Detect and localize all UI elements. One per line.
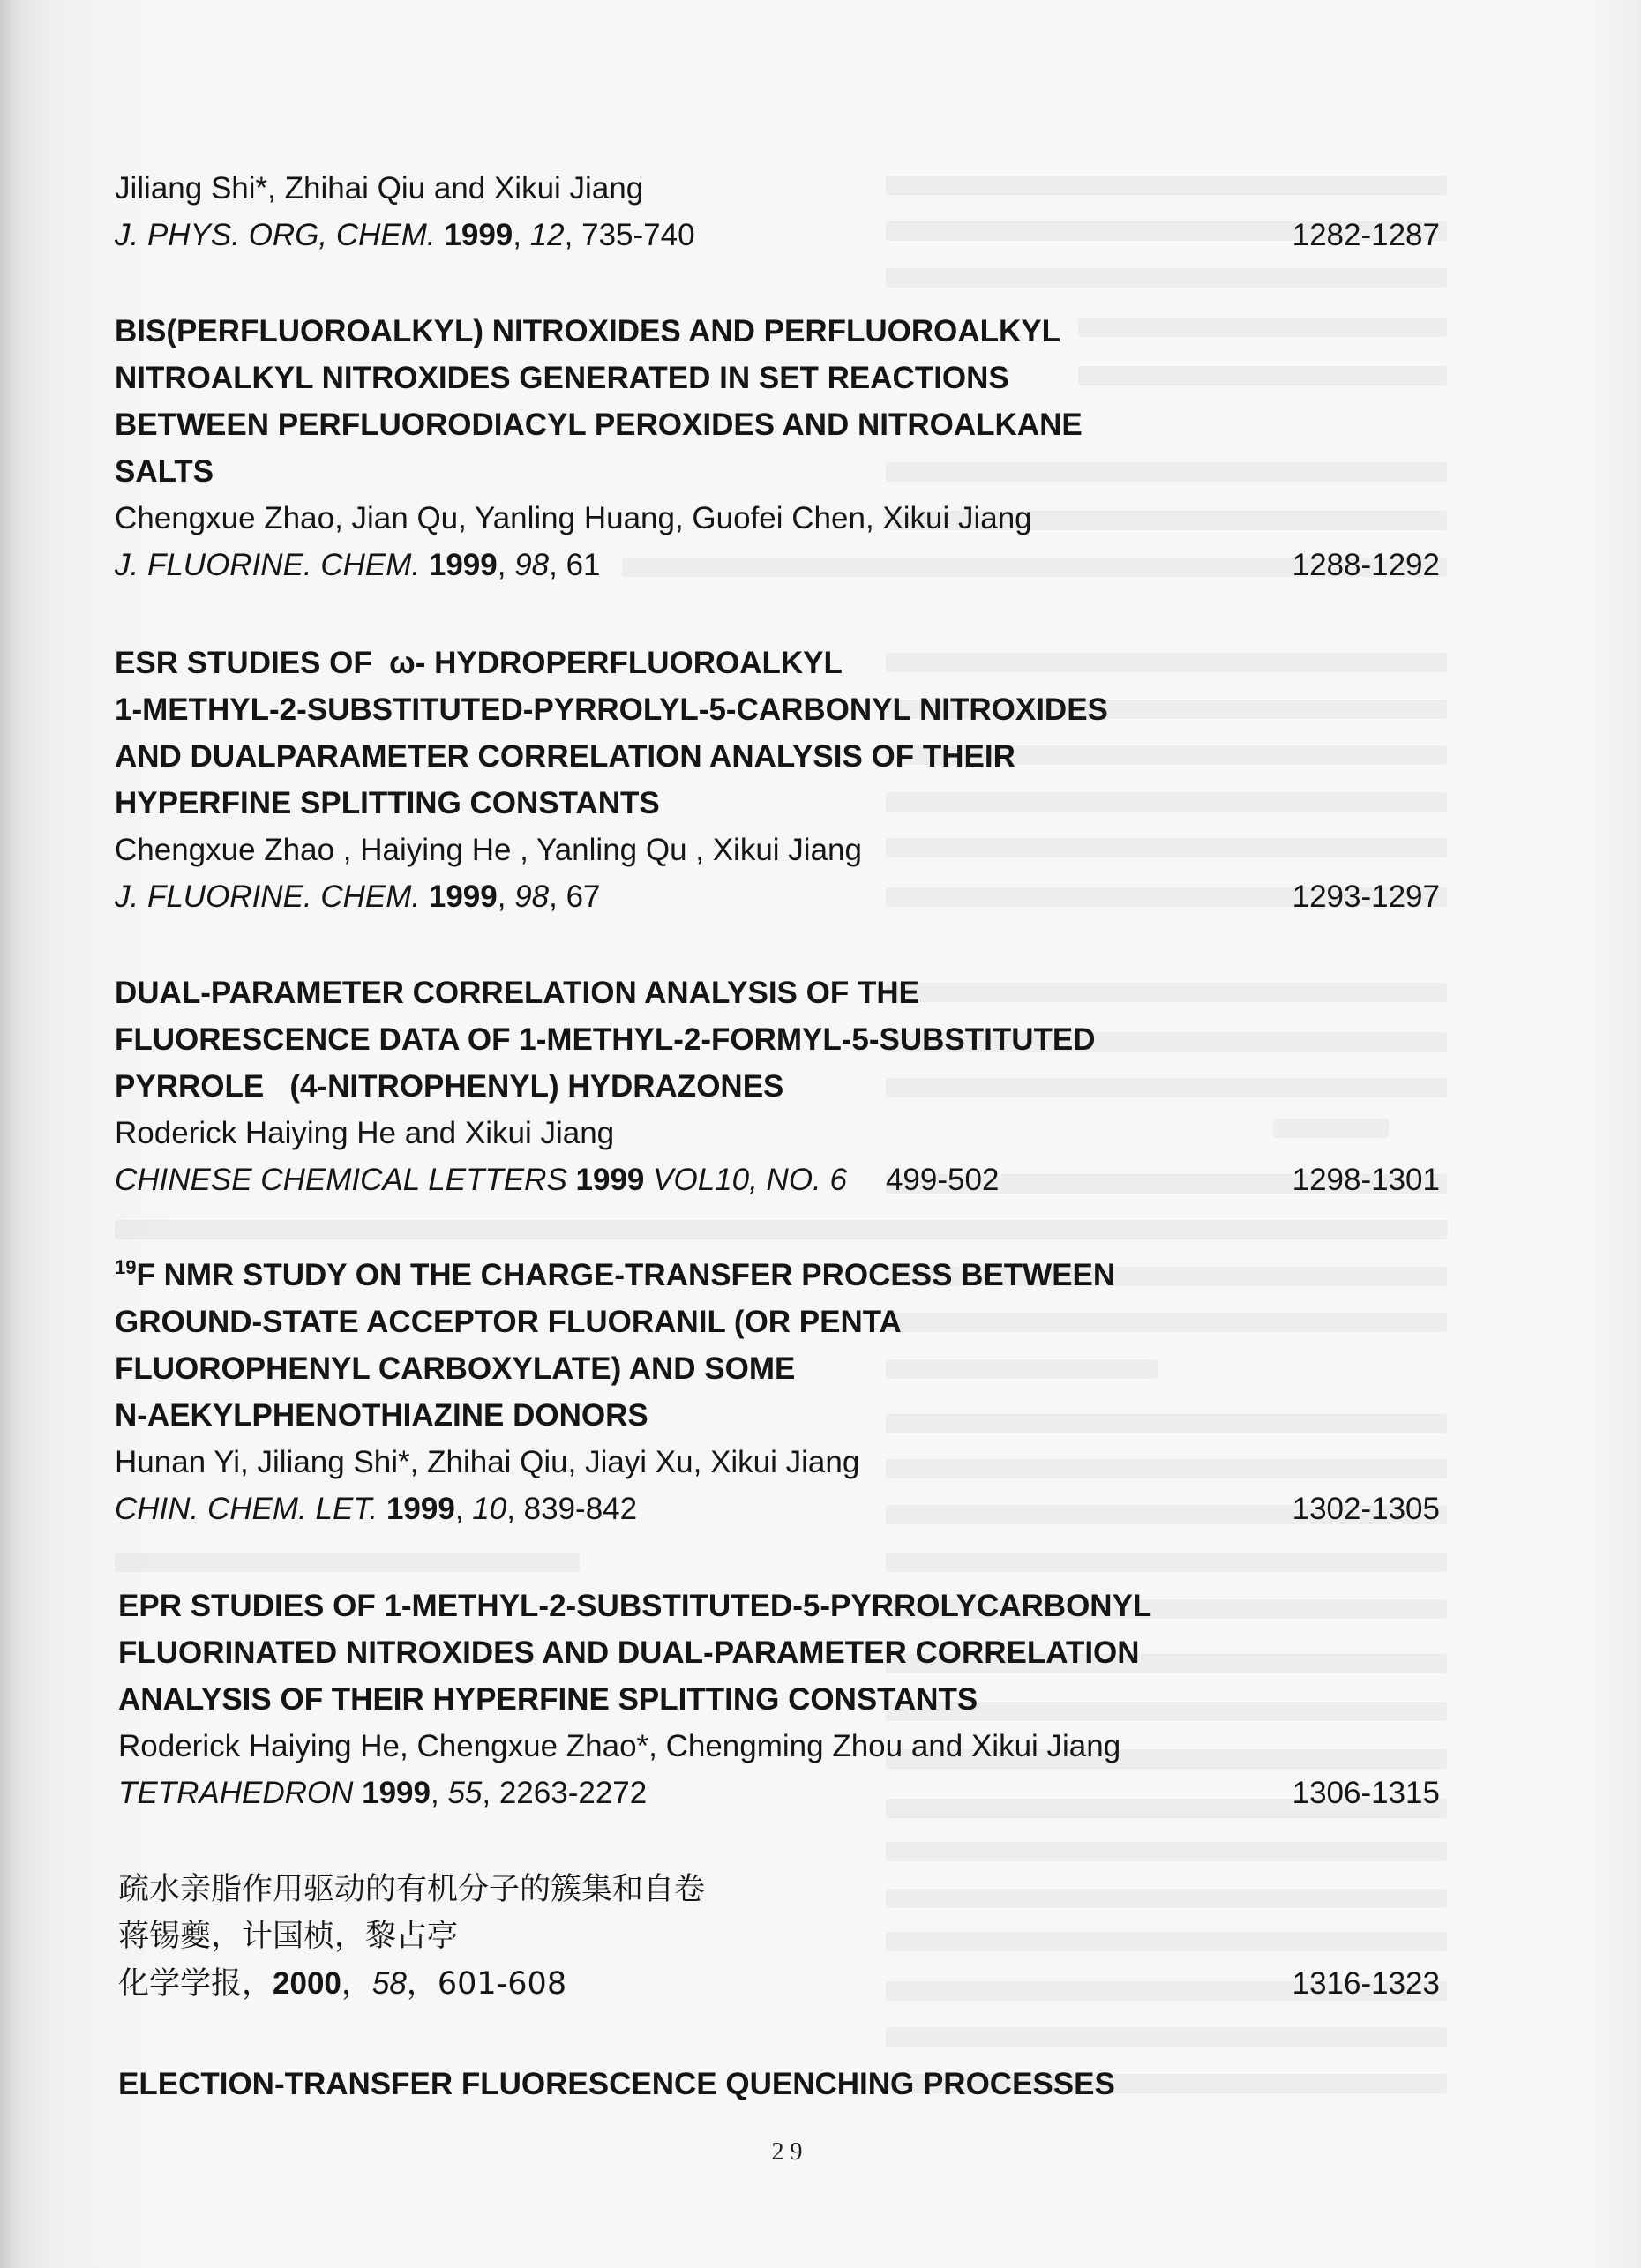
isotope-superscript: 19 <box>115 1256 137 1278</box>
title-line: NITROALKYL NITROXIDES GENERATED IN SET REACTIONS <box>115 361 1009 395</box>
bleed-through-mark <box>886 2027 1447 2047</box>
page-number: 2 9 <box>771 2138 803 2166</box>
page-range: , 67 <box>549 880 601 914</box>
collection-pages: 1306-1315 <box>1292 1776 1440 1810</box>
journal-name: J. FLUORINE. CHEM. <box>115 548 429 582</box>
title-line: BETWEEN PERFLUORODIACYL PEROXIDES AND NITROALKANE <box>115 408 1083 442</box>
reference-entry-1 <box>115 165 1440 258</box>
separator: , <box>431 1776 448 1810</box>
authors: Jiliang Shi*, Zhihai Qiu and Xikui Jiang <box>115 171 644 206</box>
title-line: DUAL-PARAMETER CORRELATION ANALYSIS OF THE <box>115 976 919 1010</box>
journal-name: J. PHYS. ORG, CHEM. <box>115 218 445 252</box>
journal-name: 化学学报， <box>118 1966 274 2002</box>
reference-entry-4 <box>115 969 1440 1203</box>
bleed-through-mark <box>886 1553 1447 1572</box>
title-line: PYRROLE (4-NITROPHENYL) HYDRAZONES <box>115 1069 784 1104</box>
title-line: N-AEKYLPHENOTHIAZINE DONORS <box>115 1398 648 1433</box>
separator: , <box>497 880 515 914</box>
reference-entry-7 <box>118 1867 1440 2007</box>
year: 1999 <box>362 1776 431 1810</box>
title-line: FLUORESCENCE DATA OF 1-METHYL-2-FORMYL-5-SUBSTITUTED <box>115 1022 1096 1057</box>
page-range: , 2263-2272 <box>482 1776 648 1810</box>
year: 1999 <box>428 548 498 582</box>
volume: 55 <box>447 1776 483 1810</box>
title-line: ESR STUDIES OF ω- HYDROPERFLUOROALKYL <box>115 646 843 680</box>
title-line: EPR STUDIES OF 1-METHYL-2-SUBSTITUTED-5-PYRROLYCARBONYL <box>118 1589 1152 1623</box>
separator: , <box>497 548 515 582</box>
journal-name: TETRAHEDRON <box>118 1776 363 1810</box>
volume: 98 <box>514 548 550 582</box>
year: 2000 <box>273 1966 341 2001</box>
authors: Chengxue Zhao , Haiying He , Yanling Qu , Xikui Jiang <box>115 833 862 867</box>
separator: ， <box>341 1966 372 2002</box>
bleed-through-mark <box>886 1842 1447 1861</box>
reference-entry-8 <box>118 2061 1440 2107</box>
authors: Roderick Haiying He and Xikui Jiang <box>115 1116 615 1150</box>
citation <box>118 1770 1440 1816</box>
collection-pages: 1302-1305 <box>1292 1492 1440 1526</box>
title-line <box>115 1252 1440 1299</box>
title-line: AND DUALPARAMETER CORRELATION ANALYSIS OF THEIR <box>115 739 1015 774</box>
year: 1999 <box>575 1163 645 1197</box>
separator <box>644 1163 653 1197</box>
title-line: 1-METHYL-2-SUBSTITUTED-PYRROLYL-5-CARBONYL NITROXIDES <box>115 692 1108 727</box>
citation <box>115 873 1440 920</box>
page-range: ，601-608 <box>406 1966 567 2002</box>
title-line: HYPERFINE SPLITTING CONSTANTS <box>115 786 660 820</box>
citation <box>115 542 1440 588</box>
volume: 10 <box>472 1492 507 1526</box>
separator: , <box>513 218 530 252</box>
title-line: FLUOROPHENYL CARBOXYLATE) AND SOME <box>115 1351 796 1386</box>
collection-pages: 1293-1297 <box>1292 880 1440 914</box>
title-line: BIS(PERFLUOROALKYL) NITROXIDES AND PERFLUOROALKYL <box>115 314 1061 348</box>
title-line: GROUND-STATE ACCEPTOR FLUORANIL (OR PENTA <box>115 1305 902 1339</box>
title-line: SALTS <box>115 454 214 489</box>
title-line: ANALYSIS OF THEIR HYPERFINE SPLITTING CONSTANTS <box>118 1682 978 1717</box>
reference-entry-2 <box>115 308 1440 588</box>
authors: Roderick Haiying He, Chengxue Zhao*, Chengming Zhou and Xikui Jiang <box>118 1729 1121 1763</box>
volume: 58 <box>371 1966 407 2001</box>
collection-pages: 1316-1323 <box>1292 1966 1440 2001</box>
citation <box>115 212 1440 258</box>
collection-pages: 1288-1292 <box>1292 548 1440 582</box>
journal-name: CHINESE CHEMICAL LETTERS <box>115 1163 576 1197</box>
reference-entry-3 <box>115 640 1440 920</box>
year: 1999 <box>428 880 498 914</box>
title-line: FLUORINATED NITROXIDES AND DUAL-PARAMETER CORRELATION <box>118 1636 1140 1670</box>
title-line: 疏水亲脂作用驱动的有机分子的簇集和自卷 <box>118 1872 706 1907</box>
page-range: , 61 <box>549 548 601 582</box>
bleed-through-mark <box>886 268 1447 288</box>
authors: Hunan Yi, Jiliang Shi*, Zhihai Qiu, Jiayi Xu, Xikui Jiang <box>115 1445 860 1479</box>
volume: 98 <box>514 880 550 914</box>
journal-name: CHIN. CHEM. LET. <box>115 1492 386 1526</box>
reference-entry-5 <box>115 1252 1440 1532</box>
volume-issue: VOL10, NO. 6 <box>653 1163 847 1197</box>
citation <box>115 1486 1440 1532</box>
year: 1999 <box>444 218 513 252</box>
reference-entry-6 <box>118 1583 1440 1816</box>
volume: 12 <box>529 218 565 252</box>
authors: Chengxue Zhao, Jian Qu, Yanling Huang, Guofei Chen, Xikui Jiang <box>115 501 1032 535</box>
page-range: , 839-842 <box>506 1492 638 1526</box>
citation <box>118 1960 1440 2007</box>
page-range: 499-502 <box>885 1163 1000 1197</box>
year: 1999 <box>386 1492 455 1526</box>
collection-pages: 1298-1301 <box>1292 1163 1440 1197</box>
citation <box>115 1156 1440 1203</box>
authors: 蒋锡夔，计国桢，黎占亭 <box>118 1919 459 1954</box>
separator: , <box>454 1492 473 1526</box>
journal-name: J. FLUORINE. CHEM. <box>115 880 429 914</box>
title-line: ELECTION-TRANSFER FLUORESCENCE QUENCHING PROCESSES <box>118 2067 1115 2101</box>
bleed-through-mark <box>115 1553 580 1572</box>
bleed-through-mark <box>115 1220 1448 1239</box>
title-text: F NMR STUDY ON THE CHARGE-TRANSFER PROCESS BETWEEN <box>136 1258 1116 1292</box>
collection-pages: 1282-1287 <box>1292 218 1440 252</box>
page-range: , 735-740 <box>564 218 695 252</box>
